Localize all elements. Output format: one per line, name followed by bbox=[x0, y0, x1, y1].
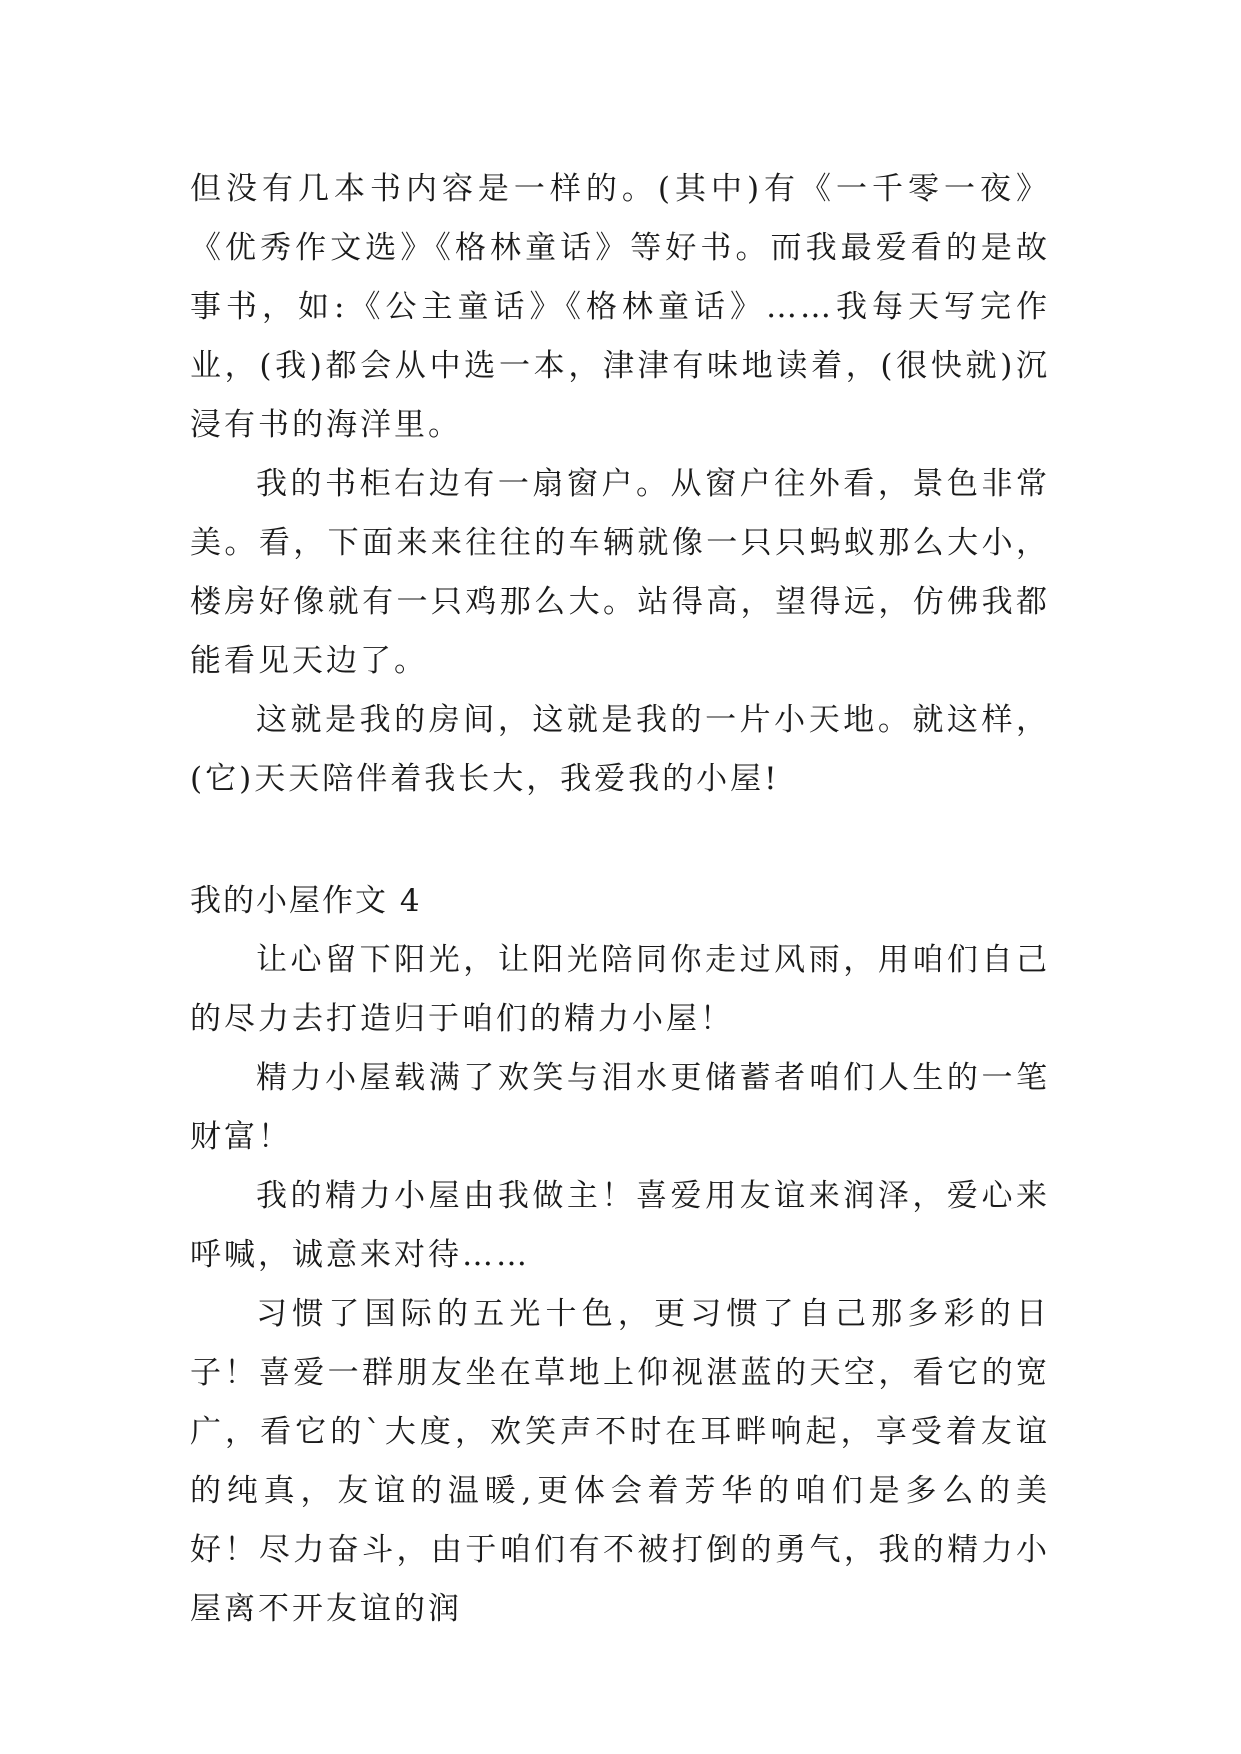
paragraph-sunshine: 让心留下阳光，让阳光陪同你走过风雨，用咱们自己的尽力去打造归于咱们的精力小屋！ bbox=[190, 942, 1050, 1037]
document-page bbox=[190, 160, 1050, 1639]
essay-title: 我的小屋作文 4 bbox=[190, 883, 422, 919]
section-spacer bbox=[190, 809, 1050, 871]
paragraph-spirit-house: 精力小屋载满了欢笑与泪水更储蓄者咱们人生的一笔财富！ bbox=[190, 1060, 1050, 1155]
paragraph-room-conclusion: 这就是我的房间，这就是我的一片小天地。就这样，(它)天天陪伴着我长大，我爱我的小屋! bbox=[190, 702, 1050, 797]
paragraph-my-choice: 我的精力小屋由我做主！喜爱用友谊来润泽，爱心来呼喊，诚意来对待…… bbox=[190, 1178, 1050, 1273]
paragraph-books: 但没有几本书内容是一样的。(其中)有《一千零一夜》《优秀作文选》《格林童话》等好书。而我最爱看的是故事书，如:《公主童话》《格林童话》……我每天写完作业，(我)都会从中选一本，津津有味地读着，(很快就)沉浸有书的海洋里。 bbox=[190, 171, 1050, 443]
paragraph-window: 我的书柜右边有一扇窗户。从窗户往外看，景色非常美。看，下面来来往往的车辆就像一只只蚂蚁那么大小，楼房好像就有一只鸡那么大。站得高，望得远，仿佛我都能看见天边了。 bbox=[190, 466, 1050, 679]
paragraph-friendship: 习惯了国际的五光十色，更习惯了自己那多彩的日子！喜爱一群朋友坐在草地上仰视湛蓝的天空，看它的宽广，看它的`大度，欢笑声不时在耳畔响起，享受着友谊的纯真，友谊的温暖,更体会着芳华的咱们是多么的美好！尽力奋斗，由于咱们有不被打倒的勇气，我的精力小屋离不开友谊的润 bbox=[190, 1296, 1050, 1627]
